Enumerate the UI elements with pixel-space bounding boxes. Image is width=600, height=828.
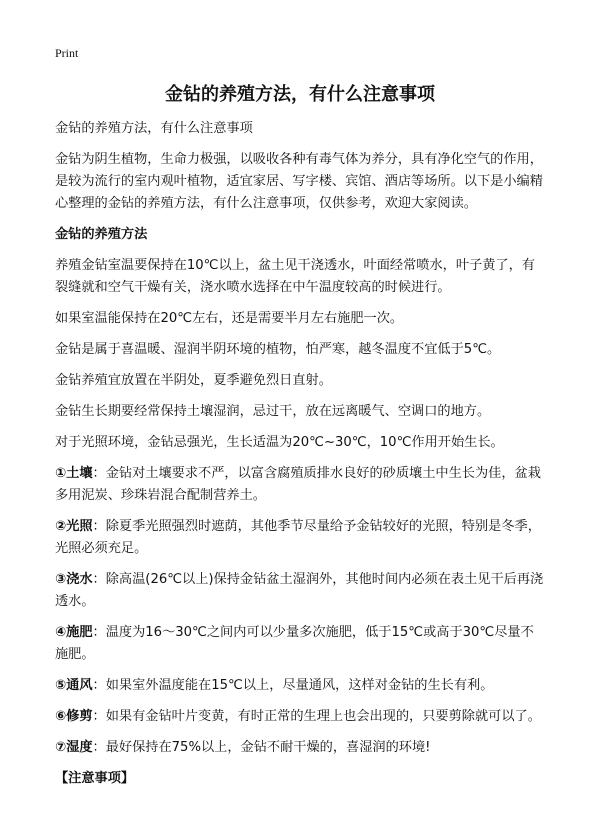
care-item-text: ：除夏季光照强烈时遮荫，其他季节尽量给予金钻较好的光照，特别是冬季，光照必须充足。: [55, 519, 541, 556]
care-item-text: ：如果有金钻叶片变黄，有时正常的生理上也会出现的，只要剪除就可以了。: [92, 709, 541, 724]
care-item-label: ④施肥: [55, 625, 93, 640]
subtitle-paragraph: 金钻的养殖方法，有什么注意事项: [55, 121, 253, 136]
body-paragraph: 如果室温能保持在20℃左右，还是需要半月左右施肥一次。: [55, 311, 404, 326]
intro-paragraph: 金钻为阴生植物，生命力极强，以吸收各种有毒气体为养分，具有净化空气的作用，是较为流行的室内观叶植物，适宜家居、写字楼、宾馆、酒店等场所。以下是小编精心整理的金钻的养殖方法，有什么注意事项，仅供参考，欢迎大家阅读。: [55, 152, 543, 211]
care-item-pruning: [55, 706, 545, 728]
care-item-text: ：最好保持在75%以上，金钻不耐干燥的，喜湿润的环境!: [92, 740, 431, 755]
care-item-label: ③浇水: [55, 572, 93, 587]
body-paragraph: 对于光照环境，金钻忌强光，生长适温为20℃~30℃，10℃作用开始生长。: [55, 435, 504, 450]
print-label: Print: [55, 46, 79, 60]
article-body: [55, 118, 545, 799]
body-paragraph: 金钻养殖宜放置在半阴处，夏季避免烈日直射。: [55, 373, 332, 388]
page-title: 金钻的养殖方法，有什么注意事项: [165, 84, 435, 105]
care-item-label: ⑤通风: [55, 678, 93, 693]
care-item-ventilation: [55, 675, 545, 697]
care-item-label: ①土壤: [55, 466, 93, 481]
care-item-text: ：金钻对土壤要求不严，以富含腐殖质排水良好的砂质壤土中生长为佳，盆栽多用泥炭、珍珠岩混合配制营养土。: [55, 466, 541, 503]
body-paragraph: 金钻是属于喜温暖、湿润半阴环境的植物，怕严寒，越冬温度不宜低于5℃。: [55, 342, 501, 357]
care-item-label: ⑥修剪: [55, 709, 93, 724]
care-item-label: ②光照: [55, 519, 93, 534]
section-heading-methods: 金钻的养殖方法: [55, 227, 148, 242]
care-item-soil: [55, 463, 545, 507]
care-item-label: ⑦湿度: [55, 740, 93, 755]
care-item-humidity: [55, 737, 545, 759]
body-paragraph: 养殖金钻室温要保持在10℃以上，盆土见干浇透水，叶面经常喷水，叶子黄了，有裂缝就和空气干燥有关，浇水喷水选择在中午温度较高的时候进行。: [55, 258, 535, 295]
care-item-water: [55, 569, 545, 613]
care-item-fertilize: [55, 622, 545, 666]
body-paragraph: 金钻生长期要经常保持土壤湿润，忌过干，放在远离暖气、空调口的地方。: [55, 404, 491, 419]
section-heading-notes: 【注意事项】: [55, 771, 135, 786]
care-item-text: ：温度为16～30℃之间内可以少量多次施肥，低于15℃或高于30℃尽量不施肥。: [55, 625, 534, 662]
care-item-text: ：除高温(26℃以上)保持金钻盆土湿润外，其他时间内必须在表土见干后再浇透水。: [55, 572, 544, 609]
care-item-light: [55, 516, 545, 560]
care-item-text: ：如果室外温度能在15℃以上，尽量通风，这样对金钻的生长有利。: [92, 678, 494, 693]
